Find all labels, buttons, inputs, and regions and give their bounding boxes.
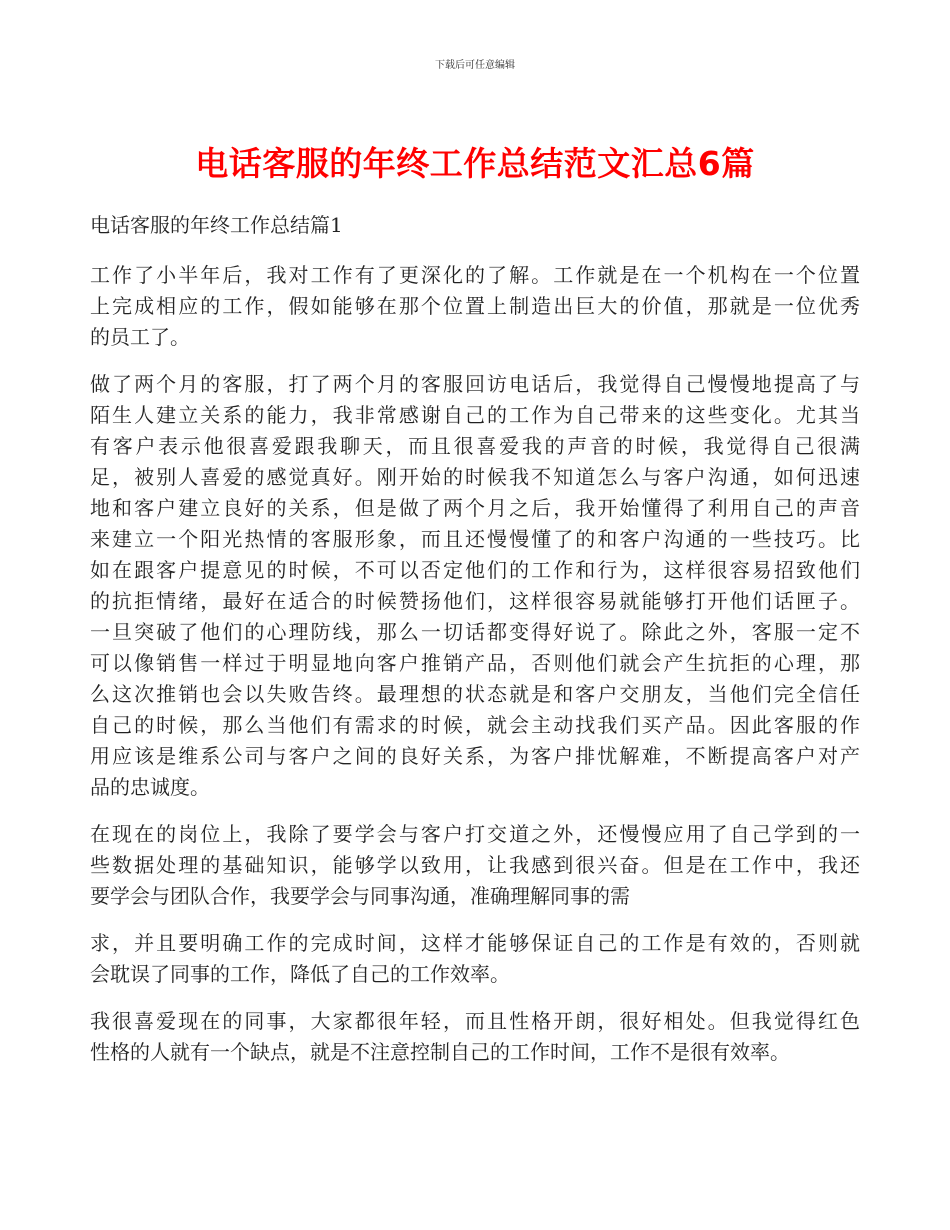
paragraph bbox=[90, 928, 860, 990]
paragraph-line: 如在跟客户提意见的时候，不可以否定他们的工作和行为，这样很容易招致他们 bbox=[90, 558, 860, 582]
paragraph-line: 上完成相应的工作，假如能够在那个位置上制造出巨大的价值，那就是一位优秀 bbox=[90, 294, 860, 318]
paragraph bbox=[90, 819, 860, 912]
paragraph-line: 要学会与团队合作，我要学会与同事沟通，准确理解同事的需 bbox=[90, 884, 630, 908]
paragraph-line: 一旦突破了他们的心理防线，那么一切话都变得好说了。除此之外，客服一定不 bbox=[90, 620, 860, 644]
paragraph-line: 在现在的岗位上，我除了要学会与客户打交道之外，还慢慢应用了自己学到的一 bbox=[90, 822, 860, 846]
paragraph-line: 地和客户建立良好的关系，但是做了两个月之后，我开始懂得了利用自己的声音 bbox=[90, 496, 860, 520]
paragraph-line: 做了两个月的客服，打了两个月的客服回访电话后，我觉得自己慢慢地提高了与 bbox=[90, 372, 860, 396]
paragraph-line: 的抗拒情绪，最好在适合的时候赞扬他们，这样很容易就能够打开他们话匣子。 bbox=[90, 589, 860, 613]
paragraph-line: 的员工了。 bbox=[90, 325, 190, 349]
paragraph-list bbox=[90, 260, 860, 1068]
paragraph bbox=[90, 369, 860, 803]
document-body bbox=[90, 208, 860, 1084]
paragraph-line: 些数据处理的基础知识，能够学以致用，让我感到很兴奋。但是在工作中，我还 bbox=[90, 853, 860, 877]
paragraph-line: 可以像销售一样过于明显地向客户推销产品，否则他们就会产生抗拒的心理，那 bbox=[90, 651, 860, 675]
paragraph-line: 来建立一个阳光热情的客服形象，而且还慢慢懂了的和客户沟通的一些技巧。比 bbox=[90, 527, 860, 551]
paragraph-line: 品的忠诚度。 bbox=[90, 775, 210, 799]
paragraph bbox=[90, 260, 860, 353]
paragraph bbox=[90, 1006, 860, 1068]
document-title: 电话客服的年终工作总结范文汇总6篇 bbox=[195, 144, 755, 183]
section-heading: 电话客服的年终工作总结篇1 bbox=[90, 213, 343, 237]
header-note: 下载后可任意编辑 bbox=[435, 60, 515, 71]
paragraph-line: 么这次推销也会以失败告终。最理想的状态就是和客户交朋友，当他们完全信任 bbox=[90, 682, 860, 706]
paragraph-line: 性格的人就有一个缺点，就是不注意控制自己的工作时间，工作不是很有效率。 bbox=[90, 1040, 790, 1064]
paragraph-line: 我很喜爱现在的同事，大家都很年轻，而且性格开朗，很好相处。但我觉得红色 bbox=[90, 1009, 860, 1033]
paragraph-line: 有客户表示他很喜爱跟我聊天，而且很喜爱我的声音的时候，我觉得自己很满 bbox=[90, 434, 860, 458]
paragraph-line: 自己的时候，那么当他们有需求的时候，就会主动找我们买产品。因此客服的作 bbox=[90, 713, 860, 737]
paragraph-line: 会耽误了同事的工作，降低了自己的工作效率。 bbox=[90, 962, 510, 986]
paragraph-line: 求，并且要明确工作的完成时间，这样才能够保证自己的工作是有效的，否则就 bbox=[90, 931, 860, 955]
paragraph-line: 工作了小半年后，我对工作有了更深化的了解。工作就是在一个机构在一个位置 bbox=[90, 263, 860, 287]
paragraph-line: 足，被别人喜爱的感觉真好。刚开始的时候我不知道怎么与客户沟通，如何迅速 bbox=[90, 465, 860, 489]
paragraph-line: 用应该是维系公司与客户之间的良好关系，为客户排忧解难，不断提高客户对产 bbox=[90, 744, 860, 768]
paragraph-line: 陌生人建立关系的能力，我非常感谢自己的工作为自己带来的这些变化。尤其当 bbox=[90, 403, 860, 427]
